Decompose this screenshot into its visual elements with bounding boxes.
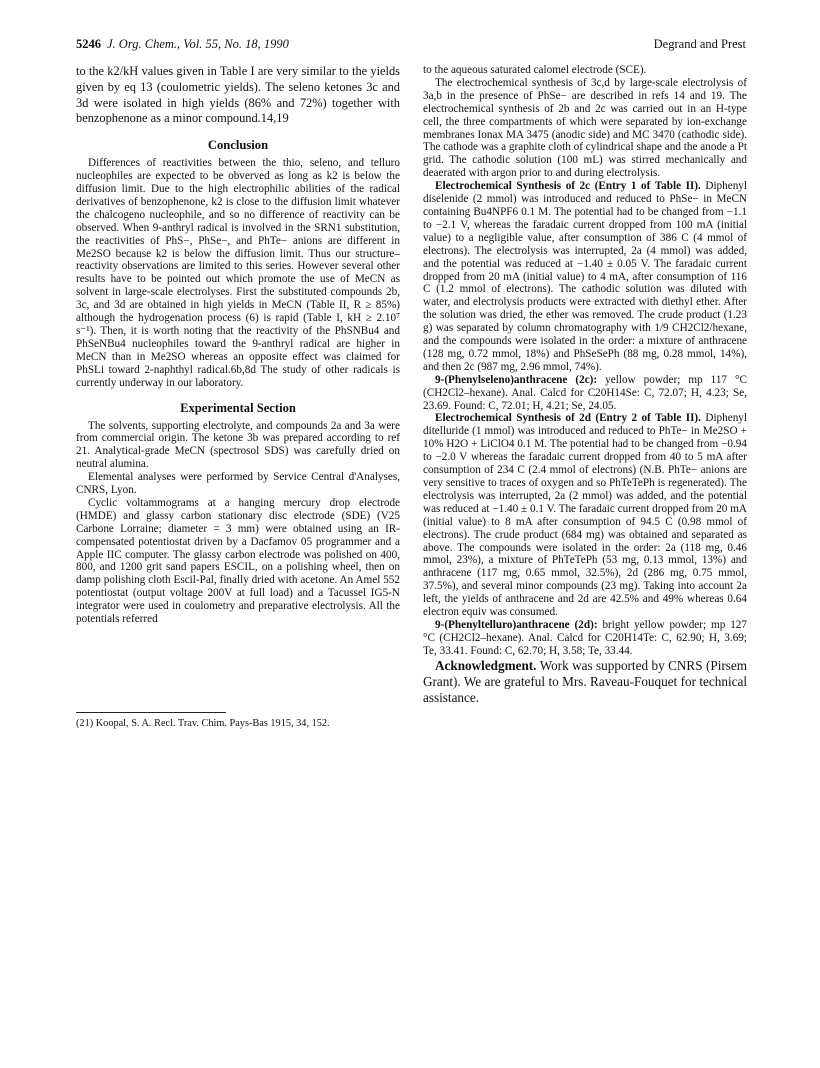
compound-2d-paragraph (423, 619, 747, 658)
right-paragraph-1: to the aqueous saturated calomel electrode (SCE). (423, 64, 647, 76)
page-number: 5246 (76, 37, 101, 51)
acknowledgment-paragraph (423, 658, 747, 706)
synthesis-2d-text: Diphenyl ditelluride (1 mmol) was introduced and reduced to PhTe− in Me2SO + 10% H2O + LiClO4 0.1 M. The potential had to be changed from −0.94 to −2.0 V whereas the faradaic current dropped from 40 to 5 mA after consumption of 234 C (2.4 mmol of electrons) (N.B. PhTe− anions are very sensitive to traces of oxygen and so PhTeTePh is regenerated). The electrolysis was interrupted, 2a (2 mmol) was added, and the potential was reduced at −1.40 ± 0.1 V. The faradaic current dropped from 20 mA (initial value) to 8 mA after consumption of 94.5 C (0.98 mmol of electrons). The crude product (684 mg) was obtained and separated as above. The compounds were isolated in the order: 2a (118 mg, 0.46 mmol, 23%), a mixture of PhTeTePh (53 mg, 0.13 mmol, 13%) and anthracene (117 mg, 0.65 mmol, 32.5%), 2d (286 mg, 0.75 mmol, 37.5%), and several minor compounds (23 mg). Taking into account 2a left, the yields of anthracene and 2d are 42.5% and 49% whereas 0.64 electron equiv was consumed. (423, 412, 747, 619)
compound-2c-text: yellow powder; mp 117 °C (CH2Cl2–hexane). Anal. Calcd for C20H14Se: C, 72.07; H, 4.23; Se, 23.69. Found: C, 72.01; H, 4.21; Se, 24.05. (423, 373, 747, 412)
compound-2d-heading: 9-(Phenyltelluro)anthracene (2d): (435, 618, 598, 631)
synthesis-2c-heading: Electrochemical Synthesis of 2c (Entry 1 of Table II). (435, 180, 701, 193)
compound-2c-heading: 9-(Phenylseleno)anthracene (2c): (435, 373, 598, 386)
synthesis-2c-paragraph (423, 180, 747, 374)
experimental-heading: Experimental Section (180, 400, 296, 415)
conclusion-heading: Conclusion (207, 138, 269, 153)
right-paragraph-2: The electrochemical synthesis of 3c,d by large-scale electrolysis of 3a,b in the presence of PhSe− are described in refs 14 and 19. The electrochemical synthesis of 2b and 2c was carried out in an H-type cell, the three compartments of which were separated by ion-exchange membranes Ionax MA 3475 (anodic side) and MC 3470 (cathodic side). The cathode was a graphite cloth of cylindrical shape and the anode a Pt grid. The cathodic solution (100 mL) was stirred mechanically and deaerated with argon prior to and during electrolysis. (423, 76, 747, 180)
intro-paragraph: to the k2/kH values given in Table I are very similar to the yields given by eq 13 (coulometric yields). The seleno ketones 3c and 3d were isolated in high yields (86% and 72%) together with benzophenone as a minor compound.14,19 (76, 64, 400, 126)
right-column (423, 64, 747, 706)
footnote-rule (76, 712, 226, 713)
page-header (76, 34, 746, 54)
conclusion-paragraph: Differences of reactivities between the thio, seleno, and telluro nucleophiles are expected to be obverved as long as k2 is below the diffusion limit. Due to the high electrophilic abilities of the radical derivatives of benzophenone, k2 is close to the diffusion limit whatever the chalcogeno nucleophile, and so no difference of reactivity can be observed. When 9-anthryl radical is involved in the SRN1 substitution, the reactivities of PhS−, PhSe−, and PhTe− anions are different in Me2SO because k2 is below the diffusion limit. Thus our structure–reactivity observations are limited to this series. However several other results have to be pointed out which promote the use of MeCN as solvent in large-scale electrolyses. First the substituted compounds 2b, 3c, and 3d are obtained in high yields in MeCN (Table II, R ≥ 85%) although the hydrogenation process (6) is rapid (Table I, kH ≥ 2.10⁷ s⁻¹). Then, it is worth noting that the reactivity of the PhSNBu4 and PhSeNBu4 nucleophiles toward the 9-anthryl radical are higher in MeCN than in Me2SO whereas an opposite effect was claimed for PhSLi toward 2-naphthyl radical.6b,8d The study of other radicals is currently underway in our laboratory. (76, 157, 400, 389)
synthesis-2d-heading: Electrochemical Synthesis of 2d (Entry 2 of Table II). (435, 412, 701, 425)
footnote-21: (21) Koopal, S. A. Recl. Trav. Chim. Pays-Bas 1915, 34, 152. (76, 718, 330, 729)
experimental-paragraph-1: The solvents, supporting electrolyte, and compounds 2a and 3a were from commercial origin. The ketone 3b was prepared according to ref 21. Analytical-grade MeCN (spectrosol SDS) was carefully dried on neutral alumina. (76, 419, 400, 471)
header-left (76, 34, 289, 54)
left-column (76, 64, 400, 626)
synthesis-2c-text: Diphenyl diselenide (2 mmol) was introduced and reduced to PhSe− in MeCN containing Bu4NPF6 0.1 M. The potential had to be changed from −1.1 to −2.1 V, whereas the faradaic current dropped from 100 mA (initial value) to a negligible value, after consumption of 386 C (4 mmol of electrons). The electrolysis was interrupted, 2a (4 mmol) was added, and the potential was reduced at −1.40 ± 0.05 V. The faradaic current dropped from 20 mA (initial value) to 4 mA, after consumption of 116 C (1.2 mmol of electrons). The cathodic solution was diluted with water, and electrolysis products were extracted with diethyl ether. After the solution was dried, the ether was removed. The crude product (1.23 g) was separated by column chromatography with 1/9 CH2Cl2/hexane, and the compounds were isolated in the order: a mixture of anthracene (128 mg, 0.72 mmol, 18%) and PhSeSePh (88 mg, 0.28 mmol, 14%), and then 2c (987 mg, 2.96 mmol, 74%). (423, 180, 747, 373)
experimental-paragraph-3: Cyclic voltammograms at a hanging mercury drop electrode (HMDE) and glassy carbon stationary disc electrode (SDE) (V25 Carbone Lorraine; diameter = 3 mm) were obtained using an IR-compensated potentiostat driven by a Dacfamov 05 programmer and a Apple IIC computer. The glassy carbon electrode was polished on 400, 800, and 1200 grit sand papers ESCIL, on a polishing wheel, then on damp polishing cloth Escil-Pal, finally dried with acetone. An Amel 552 potentiostat (output voltage 200V at full load) and a Tacussel IG5-N integrator were used in coulometry and preparative electrolysis. All the potentials referred (76, 496, 400, 626)
journal-citation: J. Org. Chem., Vol. 55, No. 18, 1990 (107, 37, 289, 51)
header-authors: Degrand and Prest (653, 37, 746, 51)
compound-2d-text: bright yellow powder; mp 127 °C (CH2Cl2–hexane). Anal. Calcd for C20H14Te: C, 62.90; H, 3.69; Te, 33.41. Found: C, 62.70; H, 3.58; Te, 33.44. (423, 618, 747, 657)
acknowledgment-heading: Acknowledgment. (435, 657, 537, 673)
synthesis-2d-paragraph (423, 412, 747, 619)
experimental-paragraph-2: Elemental analyses were performed by Service Central d'Analyses, CNRS, Lyon. (76, 471, 400, 497)
acknowledgment-text: Work was supported by CNRS (Pirsem Grant). We are grateful to Mrs. Raveau-Fouquet for technical assistance. (423, 657, 747, 705)
compound-2c-paragraph (423, 374, 747, 413)
